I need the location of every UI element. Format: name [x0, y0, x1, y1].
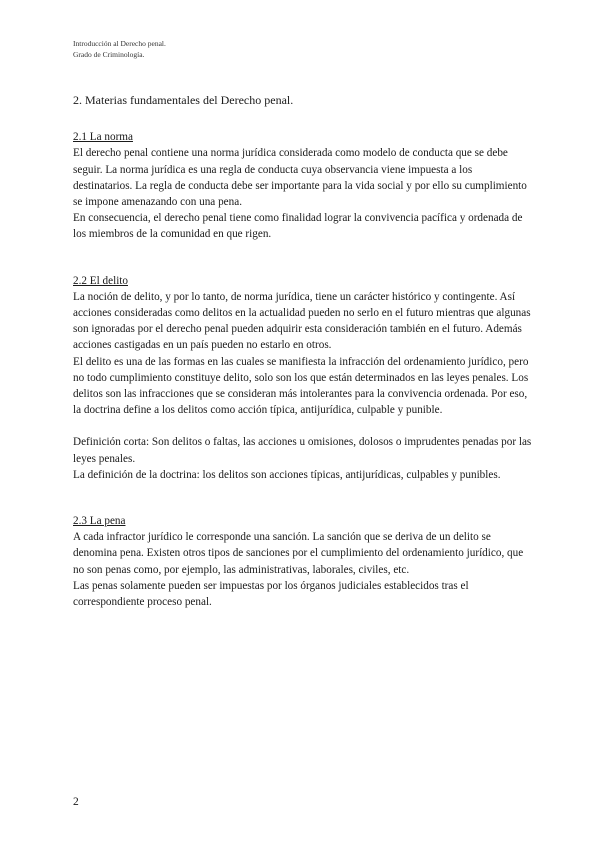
section-delito — [73, 273, 533, 483]
paragraph: El derecho penal contiene una norma jurídica considerada como modelo de conducta que se debe seguir. La norma jurídica es una regla de conducta cuya observancia viene impuesta a los destinatarios. La regla de conducta debe ser importante para la vida social y por ello su cumplimiento se impone amenazando con una pena. — [73, 147, 527, 209]
section-pena — [73, 513, 533, 610]
section-title: 2. Materias fundamentales del Derecho penal. — [73, 93, 294, 107]
doctrine-definition: La definición de la doctrina: los delitos son acciones típicas, antijurídicas, culpables y punibles. — [73, 468, 501, 481]
header-degree: Grado de Criminología. — [73, 50, 145, 59]
heading-norma: 2.1 La norma — [73, 131, 133, 144]
page-number: 2 — [73, 796, 79, 808]
running-header — [73, 38, 166, 60]
section-norma — [73, 129, 533, 242]
paragraph: A cada infractor jurídico le corresponde una sanción. La sanción que se deriva de un delito se denomina pena. Existen otros tipos de sanciones por el cumplimiento del ordenamiento jurídico, que no son penas como, por ejemplo, las administrativas, laborales, civiles, etc. — [73, 531, 524, 576]
short-definition: Definición corta: Son delitos o faltas, las acciones u omisiones, dolosos o imprudentes penadas por las leyes penales. — [73, 436, 532, 465]
page-body — [73, 92, 533, 610]
paragraph: La noción de delito, y por lo tanto, de norma jurídica, tiene un carácter histórico y contingente. Así acciones consideradas como delitos en la actualidad pueden no serlo en el futuro mientras que algunas son ignoradas por el derecho penal pueden adquirir esta consideración también en el futuro. Además acciones castigadas en un país pueden no estarlo en otros. — [73, 290, 531, 352]
paragraph: En consecuencia, el derecho penal tiene como finalidad lograr la convivencia pacífica y ordenada de los miembros de la comunidad en que rigen. — [73, 212, 523, 241]
paragraph: El delito es una de las formas en las cuales se manifiesta la infracción del ordenamiento jurídico, pero no todo cumplimiento constituye delito, solo son los que están determinados en las leyes penales. Los delitos son las infracciones que se consideran más intolerantes para la convivencia ordenada. Por eso, la doctrina define a los delitos como acción típica, antijurídica, culpable y punible. — [73, 355, 529, 417]
heading-delito: 2.2 El delito — [73, 274, 128, 287]
header-course-title: Introducción al Derecho penal. — [73, 39, 166, 48]
paragraph: Las penas solamente pueden ser impuestas por los órganos judiciales establecidos tras el correspondiente proceso penal. — [73, 579, 469, 609]
heading-pena: 2.3 La pena — [73, 515, 126, 528]
